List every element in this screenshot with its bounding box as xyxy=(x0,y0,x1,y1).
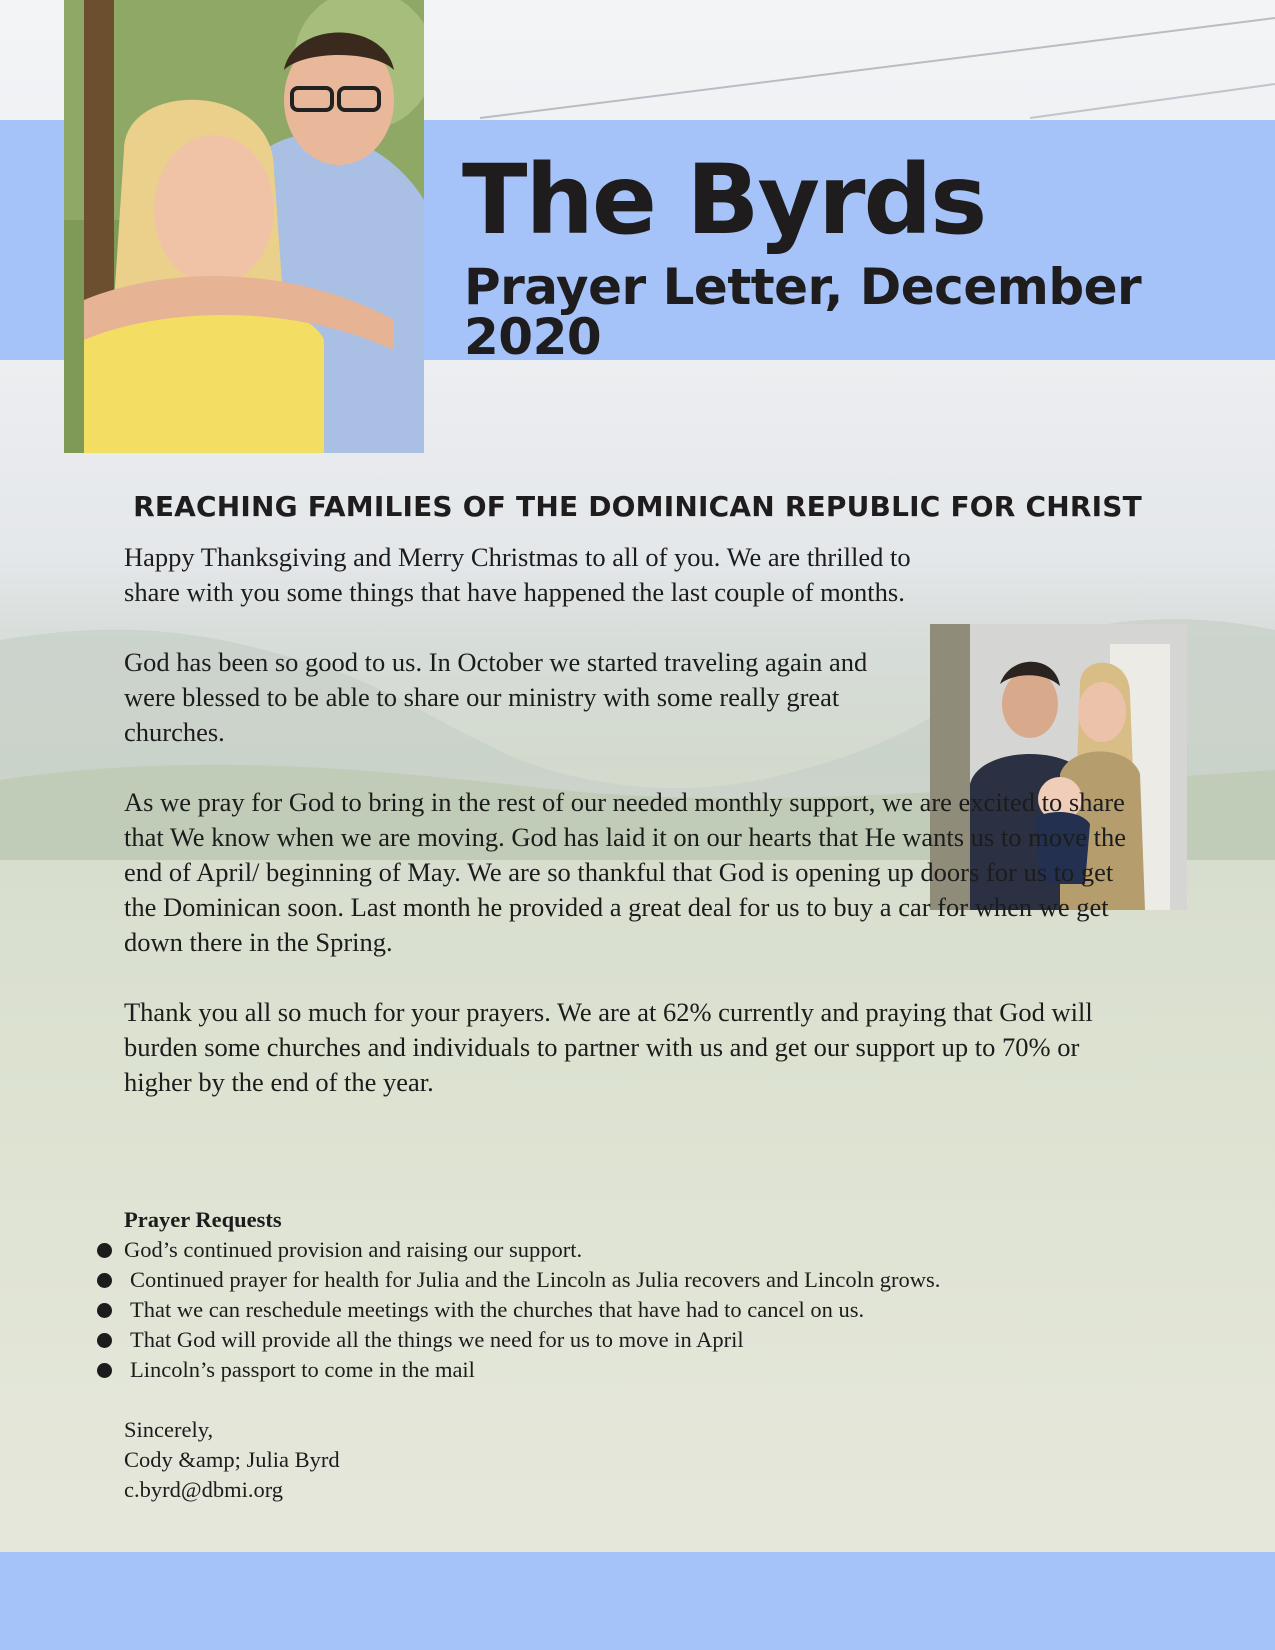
list-item: Lincoln’s passport to come in the mail xyxy=(124,1355,1174,1385)
couple-photo xyxy=(64,0,424,453)
paragraph-moving: As we pray for God to bring in the rest of our needed monthly support, we are excited to share that We know when we are moving. God has laid it on our hearts that He wants us to move the end of April/ beginning of May. We are so thankful that God is opening up doors for us to get the Dominican soon. Last month he provided a great deal for us to buy a car for when we get down there in the Spring. xyxy=(124,787,1126,957)
page-title: The Byrds xyxy=(462,144,986,256)
paragraph-travel: God has been so good to us. In October we started traveling again and were blessed to be able to share our ministry with some really great churches. xyxy=(124,647,868,747)
letter-closing xyxy=(124,1415,340,1505)
bullet-icon xyxy=(97,1273,112,1288)
salutation: Sincerely, xyxy=(124,1417,214,1442)
paragraph-support: Thank you all so much for your prayers. We are at 62% currently and praying that God will burden some churches and individuals to partner with us and get our support up to 70% or higher by the end of the year. xyxy=(124,997,1093,1097)
prayer-request-list xyxy=(124,1235,1174,1385)
bullet-icon xyxy=(97,1303,112,1318)
bullet-icon xyxy=(97,1363,112,1378)
prayer-requests xyxy=(124,1205,1174,1385)
list-item: That God will provide all the things we need for us to move in April xyxy=(124,1325,1174,1355)
bullet-icon xyxy=(97,1333,112,1348)
letter-date-subtitle: Prayer Letter, December 2020 xyxy=(464,258,1142,366)
paragraph-greeting: Happy Thanksgiving and Merry Christmas to all of you. We are thrilled to share with you some things that have happened the last couple of months. xyxy=(124,542,911,607)
mission-tagline: REACHING FAMILIES OF THE DOMINICAN REPUBLIC FOR CHRIST xyxy=(133,490,1142,523)
list-item: That we can reschedule meetings with the churches that have had to cancel on us. xyxy=(124,1295,1174,1325)
prayer-requests-heading: Prayer Requests xyxy=(124,1207,282,1232)
letter-body xyxy=(124,540,1144,1135)
list-item: God’s continued provision and raising our support. xyxy=(124,1235,1174,1265)
footer-band xyxy=(0,1552,1275,1650)
bullet-icon xyxy=(97,1243,112,1258)
contact-email: c.byrd@dbmi.org xyxy=(124,1477,284,1502)
signature-names: Cody &amp; Julia Byrd xyxy=(124,1447,340,1472)
list-item: Continued prayer for health for Julia and the Lincoln as Julia recovers and Lincoln grows. xyxy=(124,1265,1174,1295)
